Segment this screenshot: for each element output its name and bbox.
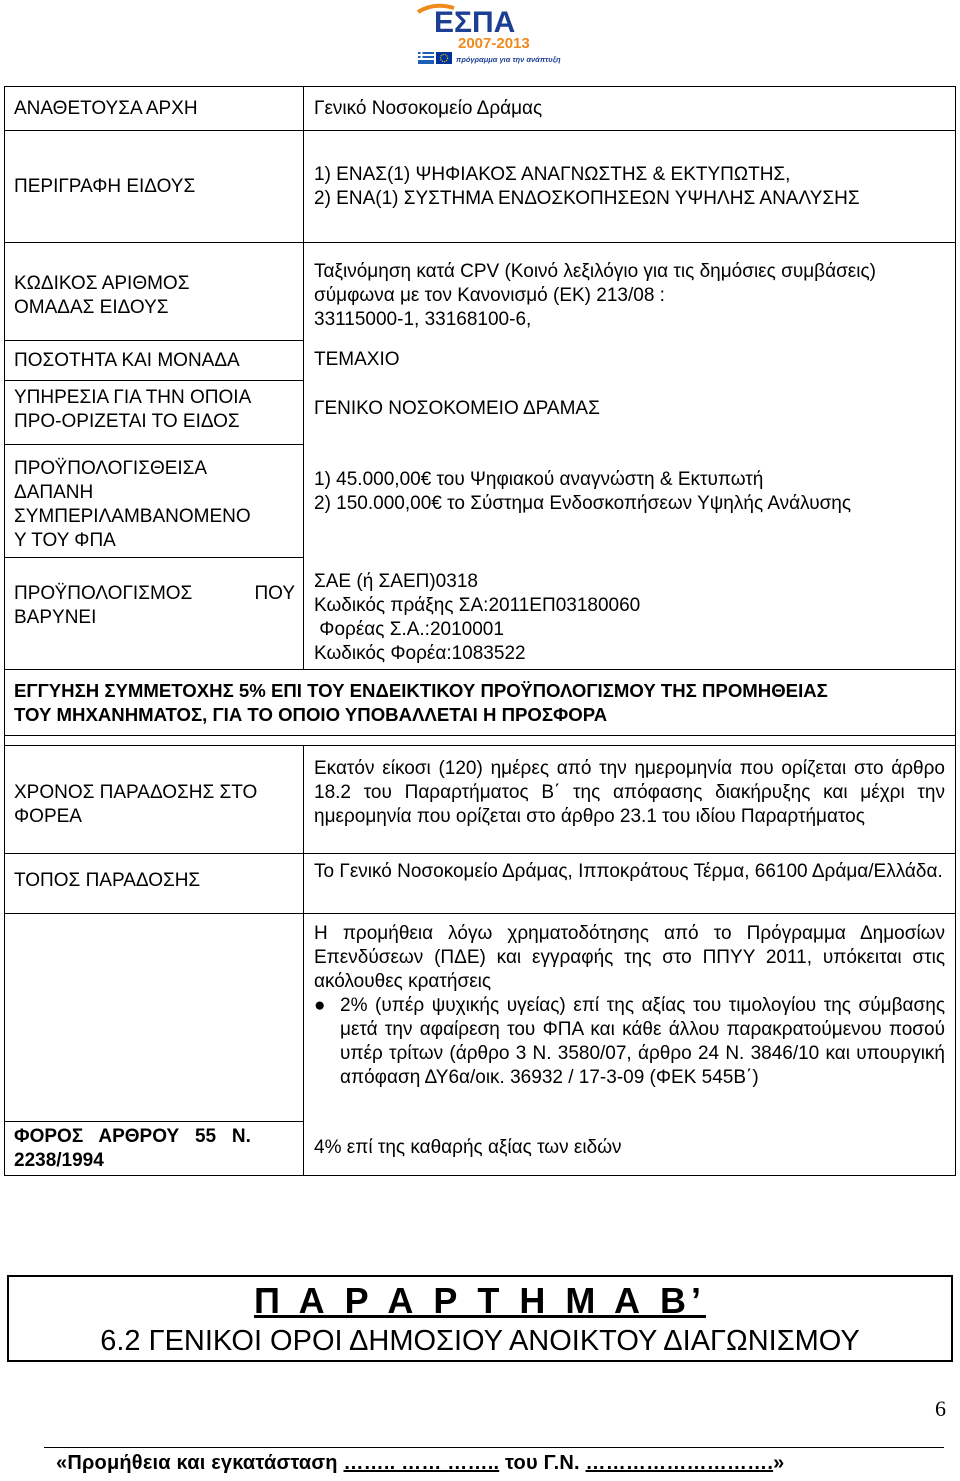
table-row-item-description [5,130,955,242]
label-tax: ΦΟΡΟΣ ΑΡΘΡΟΥ 55 Ν. 2238/1994 [5,1121,304,1175]
label-contracting-authority: ΑΝΑΘΕΤΟΥΣΑ ΑΡΧΗ [5,87,304,130]
annex-title: Π Α Ρ Α Ρ Τ Η Μ Α Β’ [253,1280,706,1321]
table-row-tax [5,1121,955,1175]
logo-name: ΕΣΠΑ [434,6,516,39]
label-estimated-cost: ΠΡΟΫΠΟΛΟΓΙΣΘΕΙΣΑ ΔΑΠΑΝΗ ΣΥΜΠΕΡΙΛΑΜΒΑΝΟΜΕΝΟ Υ ΤΟΥ ΦΠΑ [5,444,304,557]
label-item-description: ΠΕΡΙΓΡΑΦΗ ΕΙΔΟΥΣ [5,131,304,242]
table-separator [5,735,955,745]
table-row-group-code [5,242,955,340]
table-row-intended-service [5,380,955,444]
annex-heading-box [7,1275,953,1362]
annex-subtitle: 6.2 ΓΕΝΙΚΟΙ ΟΡΟΙ ΔΗΜΟΣΙΟΥ ΑΝΟΙΚΤΟΥ ΔΙΑΓΩΝΙΣΜΟΥ [100,1325,860,1357]
value-participation-guarantee: ΕΓΓΥΗΣΗ ΣΥΜΜΕΤΟΧΗΣ 5% ΕΠΙ ΤΟΥ ΕΝΔΕΙΚΤΙΚΟΥ ΠΡΟΫΠΟΛΟΓΙΣΜΟΥ ΤΗΣ ΠΡΟΜΗΘΕΙΑΣ ΤΟΥ ΜΗΧΑΝΗΜΑΤΟΣ, ΓΙΑ ΤΟ ΟΠΟΙΟ ΥΠΟΒΑΛΛΕΤΑΙ Η ΠΡΟΣΦΟΡΑ [14,679,828,725]
value-contracting-authority: Γενικό Νοσοκομείο Δράμας [314,97,543,119]
label-delivery-time: ΧΡΟΝΟΣ ΠΑΡΑΔΟΣΗΣ ΣΤΟ ΦΟΡΕΑ [5,746,304,853]
label-delivery-place: ΤΟΠΟΣ ΠΑΡΑΔΟΣΗΣ [5,854,304,913]
withholding-list-item: ● 2% (υπέρ ψυχικής υγείας) επί της αξίας του τιμολογίου της σύμβασης μετά την αφαίρεση του ΦΠΑ και κάθε άλλου παρακρατούμενου ποσού υπέρ τρίτων (άρθρο 3 Ν. 3580/07, άρθρο 24 Ν. 3846/10 και υπουργική απόφαση ΔΥ6α/οικ. 36932 / 17-3-09 (ΦΕΚ 545Β΄) [314,995,945,1088]
table-row-participation-guarantee [5,669,955,735]
label-quantity-unit: ΠΟΣΟΤΗΤΑ ΚΑΙ ΜΟΝΑΔΑ [5,340,304,380]
value-intended-service: ΓΕΝΙΚΟ ΝΟΣΟΚΟΜΕΙΟ ΔΡΑΜΑΣ [314,398,600,419]
value-item-description: 1) ΕΝΑΣ(1) ΨΗΦΙΑΚΟΣ ΑΝΑΓΝΩΣΤΗΣ & ΕΚΤΥΠΩΤΗΣ, 2) ΕΝΑ(1) ΣΥΣΤΗΜΑ ΕΝΔΟΣΚΟΠΗΣΕΩΝ ΥΨΗΛΗΣ ΑΝΑΛΥΣΗΣ [314,163,860,209]
logo-tagline: πρόγραμμα για την ανάπτυξη [456,55,561,64]
label-withholdings-empty [5,914,304,1121]
value-delivery-place: Το Γενικό Νοσοκομείο Δράμας, Ιπποκράτους Τέρμα, 66100 Δράμα/Ελλάδα. [314,861,943,882]
greek-flag-icon [418,52,434,64]
table-row-delivery-time [5,745,955,853]
table-row-delivery-place [5,853,955,913]
label-intended-service: ΥΠΗΡΕΣΙΑ ΓΙΑ ΤΗΝ ΟΠΟΙΑ ΠΡΟ-ΟΡΙΖΕΤΑΙ ΤΟ ΕΙΔΟΣ [5,380,304,444]
value-withholdings: Η προμήθεια λόγω χρηματοδότησης από το Πρόγραμμα Δημοσίων Επενδύσεων (ΠΔΕ) και εγγραφής της στο ΠΠΥΥ 2011, υπόκειται στις ακόλουθες κρατήσεις ● 2% (υπέρ ψυχικής υγείας) επί της αξίας του τιμολογίου της σύμβασης μετά την αφαίρεση του ΦΠΑ και κάθε άλλου παρακρατούμενου ποσού υπέρ τρίτων (άρθρο 3 Ν. 3580/07, άρθρο 24 Ν. 3846/10 και υπουργική απόφαση ΔΥ6α/οικ. 36932 / 17-3-09 (ΦΕΚ 545Β΄) [314,923,945,1088]
espa-logo [414,2,561,66]
value-group-code: Ταξινόμηση κατά CPV (Κοινό λεξιλόγιο για τις δημόσιες συμβάσεις) σύμφωνα με τον Κανονισμό (ΕΚ) 213/08 : 33115000-1, 33168100-6, [314,261,876,330]
value-quantity-unit: ΤΕΜΑΧΙΟ [314,349,400,370]
value-budget-charged: ΣΑΕ (ή ΣΑΕΠ)0318 Κωδικός πράξης ΣΑ:2011ΕΠ03180060 Φορέας Σ.Α.:2010001 Κωδικός Φορέα:1083522 [314,571,641,664]
footer-text: «Προμήθεια και εγκατάσταση …….. …… …….. του Γ.Ν. ……………………….» [56,1452,785,1474]
label-budget-charged: ΠΡΟΫΠΟΛΟΓΙΣΜΟΣ ΠΟΥ ΒΑΡΥΝΕΙ [5,557,304,669]
page-number: 6 [935,1396,946,1421]
specification-table [4,86,956,1176]
logo-years: 2007-2013 [458,35,530,52]
table-row-quantity-unit [5,340,955,380]
bullet-icon: ● [314,995,326,1016]
label-group-code: ΚΩΔΙΚΟΣ ΑΡΙΘΜΟΣ ΟΜΑΔΑΣ ΕΙΔΟΥΣ [5,243,304,340]
table-row-estimated-cost [5,444,955,557]
value-delivery-time: Εκατόν είκοσι (120) ημέρες από την ημερομηνία που ορίζεται στο άρθρο 18.2 του Παραρτήματος Β΄ της απόφασης διακήρυξης και μέχρι την ημερομηνία που ορίζεται στο άρθρο 23.1 του ιδίου Παραρτήματος [314,758,945,827]
table-row-withholdings [5,913,955,1121]
value-tax: 4% επί της καθαρής αξίας των ειδών [314,1137,622,1158]
table-row-budget-charged [5,557,955,669]
table-row-contracting-authority [5,87,955,130]
footer-divider [44,1447,944,1448]
value-estimated-cost: 1) 45.000,00€ του Ψηφιακού αναγνώστη & Εκτυπωτή 2) 150.000,00€ το Σύστημα Ενδοσκοπήσεων Υψηλής Ανάλυσης [314,469,852,514]
eu-flag-icon [436,52,452,64]
